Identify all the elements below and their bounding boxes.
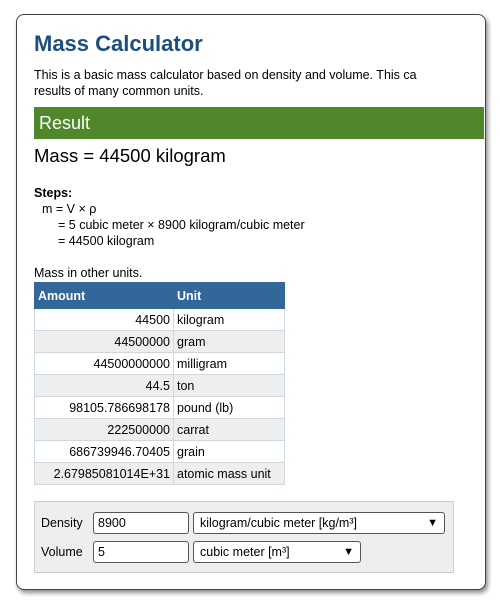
density-row — [41, 511, 445, 535]
volume-label: Volume — [41, 545, 83, 559]
calculator-card — [16, 14, 486, 590]
unit-cell: atomic mass unit — [174, 463, 285, 485]
density-unit-value: kilogram/cubic meter [kg/m³] — [200, 516, 357, 530]
unit-cell: pound (lb) — [174, 397, 285, 419]
table-row — [35, 331, 285, 353]
volume-unit-select[interactable] — [193, 541, 361, 563]
volume-unit-value: cubic meter [m³] — [200, 545, 290, 559]
unit-cell: kilogram — [174, 309, 285, 331]
table-row — [35, 419, 285, 441]
amount-column-header: Amount — [35, 283, 174, 309]
intro-line-1: This is a basic mass calculator based on density and volume. This ca — [34, 68, 417, 82]
other-units-label: Mass in other units. — [34, 266, 143, 280]
amount-cell: 44500 — [35, 309, 174, 331]
amount-cell: 44500000000 — [35, 353, 174, 375]
table-row — [35, 353, 285, 375]
input-form — [34, 501, 454, 573]
step-line: = 44500 kilogram — [58, 234, 155, 248]
steps-list — [42, 201, 305, 249]
result-header: Result — [34, 107, 484, 139]
amount-cell: 44.5 — [35, 375, 174, 397]
unit-column-header: Unit — [174, 283, 285, 309]
density-unit-select[interactable] — [193, 512, 445, 534]
unit-cell: ton — [174, 375, 285, 397]
calculator-content — [34, 15, 484, 589]
density-input[interactable] — [93, 512, 189, 534]
table-row — [35, 441, 285, 463]
page-title: Mass Calculator — [34, 31, 203, 56]
table-row — [35, 463, 285, 485]
unit-cell: milligram — [174, 353, 285, 375]
table-row — [35, 375, 285, 397]
density-label: Density — [41, 516, 83, 530]
unit-cell: grain — [174, 441, 285, 463]
chevron-down-icon: ▼ — [343, 546, 354, 558]
amount-cell: 98105.786698178 — [35, 397, 174, 419]
amount-cell: 2.67985081014E+31 — [35, 463, 174, 485]
amount-cell: 222500000 — [35, 419, 174, 441]
units-table — [34, 282, 285, 485]
amount-cell: 44500000 — [35, 331, 174, 353]
table-row — [35, 309, 285, 331]
step-line: = 5 cubic meter × 8900 kilogram/cubic meter — [58, 218, 305, 232]
volume-row — [41, 540, 361, 564]
intro-text — [34, 67, 484, 99]
step-line: m = V × ρ — [42, 202, 97, 216]
mass-result: Mass = 44500 kilogram — [34, 145, 226, 166]
unit-cell: carrat — [174, 419, 285, 441]
steps-title: Steps: — [34, 186, 73, 200]
amount-cell: 686739946.70405 — [35, 441, 174, 463]
chevron-down-icon: ▼ — [427, 517, 438, 529]
intro-line-2: results of many common units. — [34, 84, 204, 98]
volume-input[interactable] — [93, 541, 189, 563]
unit-cell: gram — [174, 331, 285, 353]
table-row — [35, 397, 285, 419]
units-table-header — [35, 283, 285, 309]
